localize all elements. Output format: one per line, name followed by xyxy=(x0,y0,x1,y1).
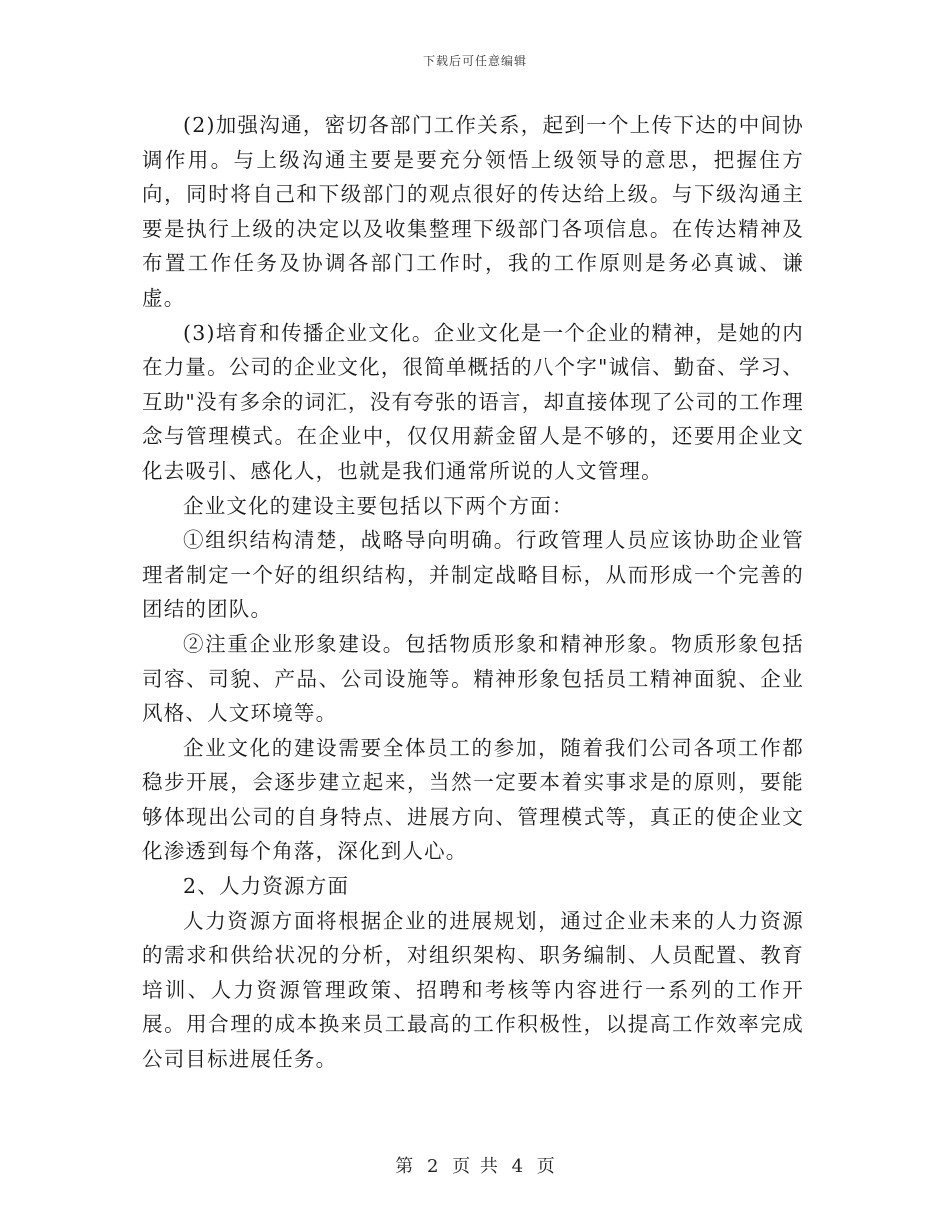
paragraph-communication: (2)加强沟通，密切各部门工作关系，起到一个上传下达的中间协调作用。与上级沟通主要是要充分领悟上级领导的意思，把握住方向，同时将自己和下级部门的观点很好的传达给上级。与下级沟通主要是执行上级的决定以及收集整理下级部门各项信息。在传达精神及布置工作任务及协调各部门工作时，我的工作原则是务必真诚、谦虚。 xyxy=(142,113,804,310)
page-footer xyxy=(0,1152,950,1178)
footer-middle: 页 共 xyxy=(452,1156,498,1177)
footer-suffix: 页 xyxy=(536,1156,555,1177)
paragraph-corporate-culture: (3)培育和传播企业文化。企业文化是一个企业的精神，是她的内在力量。公司的企业文化，很简单概括的八个字"诚信、勤奋、学习、互助"没有多余的词汇，没有夸张的语言，却直接体现了公司的工作理念与管理模式。在企业中，仅仅用薪金留人是不够的，还要用企业文化去吸引、感化人，也就是我们通常所说的人文管理。 xyxy=(142,320,804,483)
paragraph-culture-building: 企业文化的建设需要全体员工的参加，随着我们公司各项工作都稳步开展，会逐步建立起来，当然一定要本着实事求是的原则，要能够体现出公司的自身特点、进展方向、管理模式等，真正的使企业文化渗透到每个角落，深化到人心。 xyxy=(142,735,804,864)
footer-total-pages: 4 xyxy=(511,1156,524,1177)
paragraph-corporate-image: ②注重企业形象建设。包括物质形象和精神形象。物质形象包括司容、司貌、产品、公司设施等。精神形象包括员工精神面貌、企业风格、人文环境等。 xyxy=(142,631,804,726)
paragraph-org-structure: ①组织结构清楚，战略导向明确。行政管理人员应该协助企业管理者制定一个好的组织结构，并制定战略目标，从而形成一个完善的团结的团队。 xyxy=(142,528,804,622)
page-header: 下载后可任意编辑 xyxy=(422,54,527,68)
document-body xyxy=(142,108,804,1077)
footer-prefix: 第 xyxy=(395,1156,414,1177)
footer-current-page: 2 xyxy=(426,1156,439,1177)
paragraph-human-resources: 人力资源方面将根据企业的进展规划，通过企业未来的人力资源的需求和供给状况的分析，对组织架构、职务编制、人员配置、教育培训、人力资源管理政策、招聘和考核等内容进行一系列的工作开展。用合理的成本换来员工最高的工作积极性，以提高工作效率完成公司目标进展任务。 xyxy=(142,908,804,1072)
section-heading-human-resources: 2、人力资源方面 xyxy=(183,874,350,899)
paragraph-culture-aspects-intro: 企业文化的建设主要包括以下两个方面： xyxy=(183,493,574,518)
